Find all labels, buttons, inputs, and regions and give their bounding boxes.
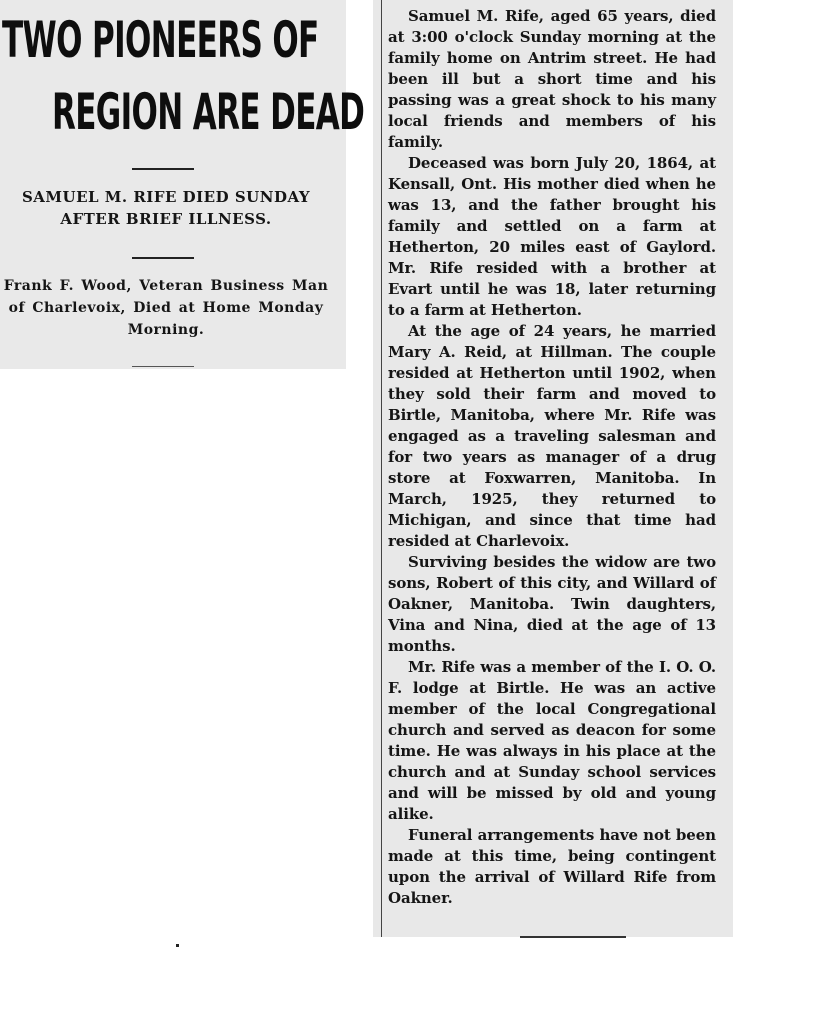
article-paragraph: Deceased was born July 20, 1864, at Kensall, Ont. His mother died when he was 13, and the father brought his family and settled on a farm at Hetherton, 20 miles east of Gaylord. Mr. Rife resided with a brother at Evart until he was 18, later returning to a farm at Hetherton.: [388, 154, 716, 319]
article-paragraph: Surviving besides the widow are two sons, Robert of this city, and Willard of Oakner, Manitoba. Twin daughters, Vina and Nina, died at the age of 13 months.: [388, 553, 716, 655]
article-paragraph: Mr. Rife was a member of the I. O. O. F. lodge at Birtle. He was an active member of the local Congregational church and served as deacon for some time. He was always in his place at the church and at Sunday school services and will be missed by old and young alike.: [388, 658, 716, 823]
article-paragraph: Funeral arrangements have not been made at this time, being contingent upon the arrival of Willard Rife from Oakner.: [388, 826, 716, 907]
article-paragraph: At the age of 24 years, he married Mary A. Reid, at Hillman. The couple resided at Hetherton until 1902, when they sold their farm and moved to Birtle, Manitoba, where Mr. Rife was engaged as a traveling salesman and for two years as manager of a drug store at Foxwarren, Manitoba. In March, 1925, they returned to Michigan, and since that time had resided at Charlevoix.: [388, 322, 716, 550]
headline-line-2: REGION ARE DEAD: [52, 83, 365, 141]
subhead-rife: SAMUEL M. RIFE DIED SUNDAY AFTER BRIEF ILLNESS.: [21, 188, 311, 228]
divider-rule: [132, 366, 194, 367]
print-speck: [176, 944, 179, 947]
divider-rule: [132, 257, 194, 259]
subhead-wood: Frank F. Wood, Veteran Business Man of Charlevoix, Died at Home Monday Morning.: [3, 278, 329, 338]
headline-clipping: [0, 0, 365, 369]
article-body: [388, 6, 716, 909]
headline-line-1: TWO PIONEERS OF: [2, 11, 319, 69]
article-paragraph: Samuel M. Rife, aged 65 years, died at 3:00 o'clock Sunday morning at the family home on Antrim street. He had been ill but a short time and his passing was a great shock to his many local friends and members of his family.: [388, 7, 716, 151]
divider-rule: [132, 168, 194, 170]
column-border: [381, 0, 382, 937]
end-rule: [520, 936, 626, 938]
